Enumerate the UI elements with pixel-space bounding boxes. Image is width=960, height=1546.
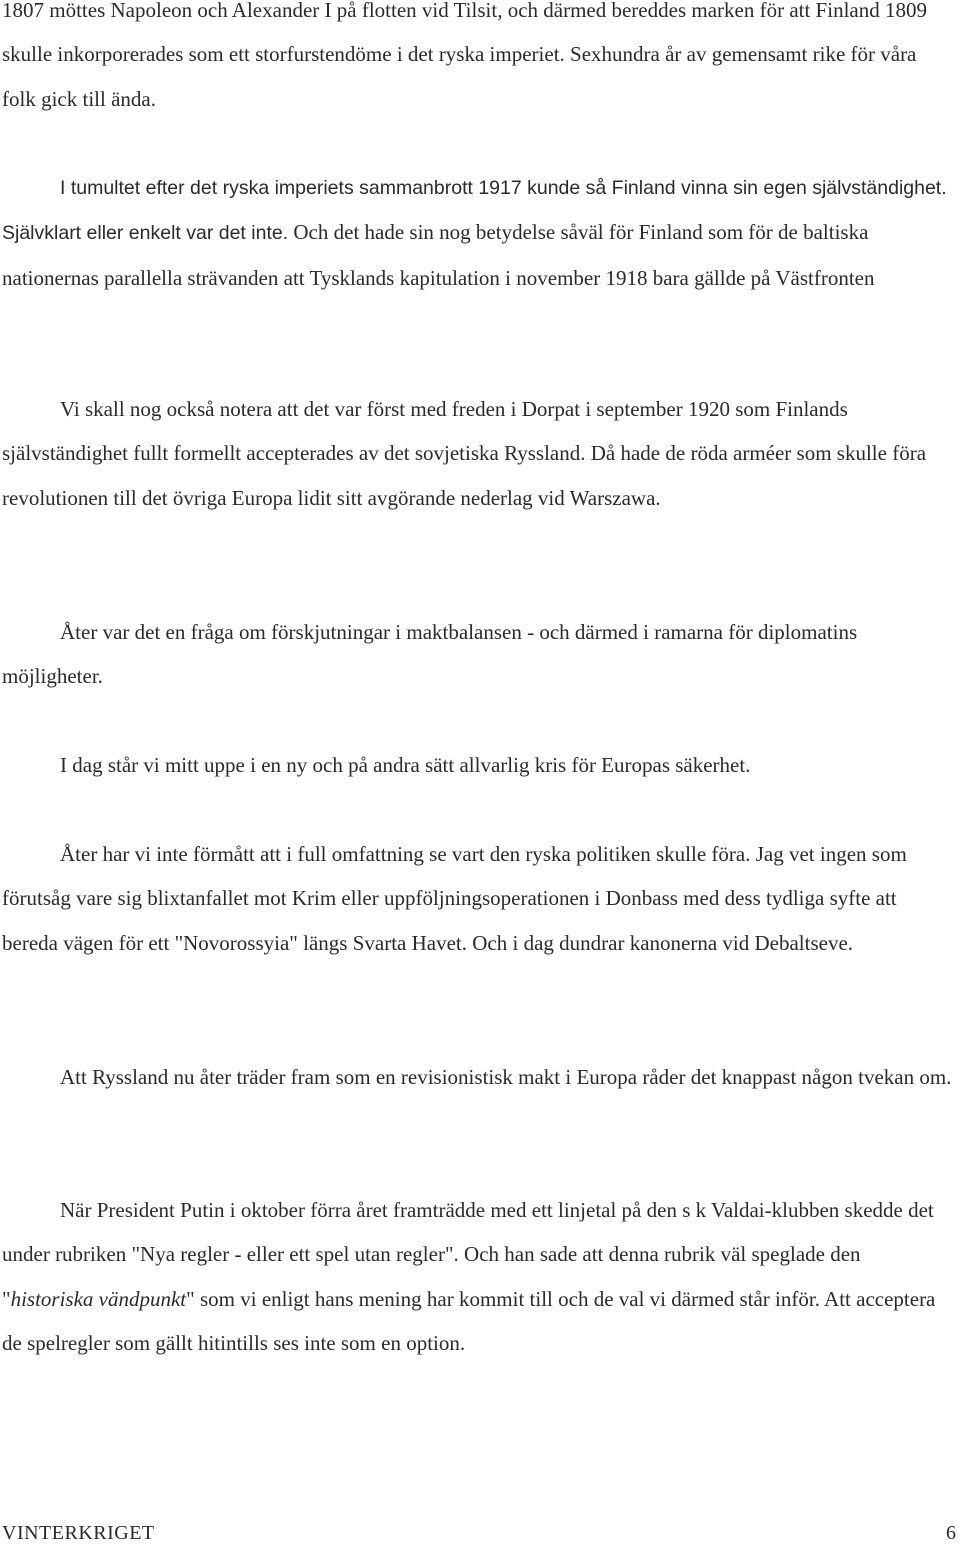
page-number: 6 xyxy=(946,1522,956,1544)
paragraph-text: Åter var det en fråga om förskjutningar i maktbalansen - och därmed i ramarna för diplomatins möjligheter. xyxy=(2,620,858,689)
paragraph-text: Åter har vi inte förmått att i full omfattning se vart den ryska politiken skulle föra. Jag vet ingen som förutsåg vare sig blixtanfallet mot Krim eller uppföljningsoperationen i Donbass med dess tydliga syfte att bereda vägen för ett "Novorossyia" längs Svarta Havet. Och i dag dundrar kanonerna vid Debaltseve. xyxy=(2,842,907,955)
emphasized-text: historiska vändpunkt xyxy=(10,1286,187,1311)
paragraph-2 xyxy=(2,165,954,300)
paragraph-text: Och det hade sin nog betydelse såväl för Finland som för de baltiska nationernas parallella strävanden att Tysklands kapitulation i november 1918 bara gällde på Västfronten xyxy=(2,220,875,290)
paragraph-7 xyxy=(2,1055,954,1099)
paragraph-text: " som vi enligt hans mening har kommit till och de val vi därmed står inför. Att acceptera de spelregler som gällt hitintills ses inte som en option. xyxy=(2,1286,936,1356)
paragraph-5 xyxy=(2,743,954,787)
paragraph-1 xyxy=(2,0,954,121)
paragraph-3 xyxy=(2,387,954,520)
paragraph-6 xyxy=(2,832,954,965)
paragraph-text-sans: I tumultet efter det ryska imperiets sammanbrott 1917 kunde så Finland vinna sin egen självständighet. Självklart eller enkelt var det inte. xyxy=(2,177,947,245)
footer-title: VINTERKRIGET xyxy=(2,1522,155,1544)
paragraph-text: Att Ryssland nu åter träder fram som en revisionistisk makt i Europa råder det knappast någon tvekan om. xyxy=(60,1065,952,1089)
paragraph-text: Vi skall nog också notera att det var först med freden i Dorpat i september 1920 som Finlands självständighet fullt formellt accepterades av det sovjetiska Ryssland. Då hade de röda arméer som skulle föra revolutionen till det övriga Europa lidit sitt avgörande nederlag vid Warszawa. xyxy=(2,397,927,510)
paragraph-text: När President Putin i oktober förra året framträdde med ett linjetal på den s k Valdai-klubben skedde det under rubriken "Nya regler - eller ett spel utan regler". Och han sade att denna rubrik väl speglade den " xyxy=(2,1198,934,1311)
paragraph-text: 1807 möttes Napoleon och Alexander I på flotten vid Tilsit, och därmed bereddes marken för att Finland 1809 skulle inkorporerades som ett storfurstendöme i det ryska imperiet. Sexhundra år av gemensamt rike för våra folk gick till ända. xyxy=(2,0,927,111)
paragraph-text: I dag står vi mitt uppe i en ny och på andra sätt allvarlig kris för Europas säkerhet. xyxy=(60,753,751,777)
paragraph-4 xyxy=(2,610,954,699)
paragraph-8 xyxy=(2,1188,954,1366)
